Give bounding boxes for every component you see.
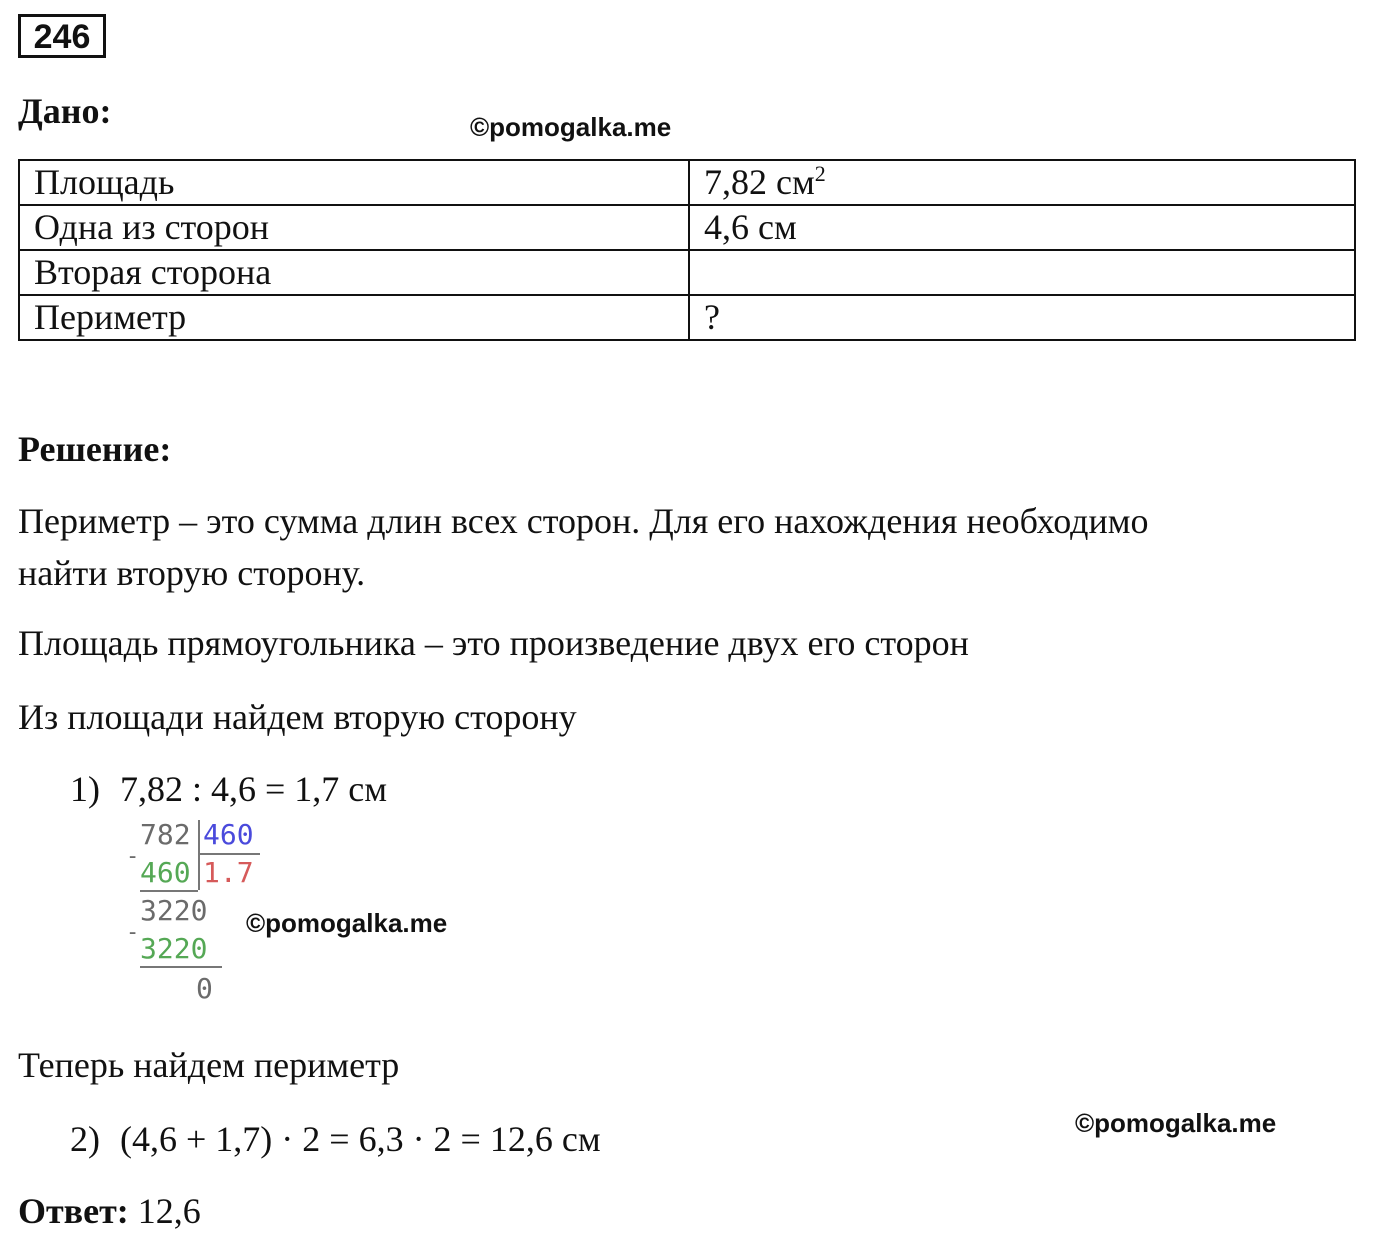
area-unit-exponent: 2: [814, 161, 826, 186]
quotient: 1.7: [203, 856, 254, 889]
area-value: 7,82 см: [704, 162, 815, 202]
step-1-expression: 7,82 : 4,6 = 1,7 см: [120, 769, 388, 809]
division-vertical-line: [198, 820, 200, 890]
minus-sign-2: -: [126, 920, 140, 945]
watermark-middle: ©pomogalka.me: [246, 908, 448, 938]
step-1-index: 1): [70, 769, 100, 809]
divisor: 460: [203, 818, 254, 851]
given-table: [18, 159, 1356, 341]
table-cell-label: Одна из сторон: [19, 205, 689, 250]
table-cell-value: 4,6 см: [689, 205, 1355, 250]
given-heading: Дано:: [18, 91, 112, 131]
paragraph-4: Теперь найдем периметр: [18, 1045, 400, 1085]
step-2-index: 2): [70, 1119, 100, 1159]
watermark-top: ©pomogalka.me: [470, 112, 672, 142]
problem-number: 246: [18, 14, 106, 58]
answer: [18, 1190, 201, 1232]
table-row: [19, 205, 1355, 250]
table-cell-label: Площадь: [19, 160, 689, 205]
remainder-1: 3220: [140, 894, 208, 927]
dividend: 782: [140, 818, 191, 851]
table-cell-value: ?: [689, 295, 1355, 340]
answer-value: 12,6: [137, 1191, 201, 1231]
step-2-expression: (4,6 + 1,7) · 2 = 6,3 · 2 = 12,6 см: [120, 1119, 601, 1159]
paragraph-1-line-2: найти вторую сторону.: [18, 553, 366, 593]
subtrahend-2: 3220: [140, 932, 208, 965]
table-cell-label: Вторая сторона: [19, 250, 689, 295]
underline-2: [140, 966, 222, 968]
table-row: [19, 295, 1355, 340]
answer-label: Ответ:: [18, 1191, 129, 1231]
table-row: [19, 160, 1355, 205]
paragraph-3: Из площади найдем вторую сторону: [18, 697, 577, 737]
table-row: [19, 250, 1355, 295]
table-cell-value: [689, 250, 1355, 295]
paragraph-1-line-1: Периметр – это сумма длин всех сторон. Для его нахождения необходимо: [18, 501, 1149, 541]
table-cell-value: [689, 160, 1355, 205]
minus-sign-1: -: [126, 844, 140, 869]
table-cell-label: Периметр: [19, 295, 689, 340]
final-remainder: 0: [196, 972, 213, 1005]
solution-heading: Решение:: [18, 429, 172, 469]
paragraph-2: Площадь прямоугольника – это произведение двух его сторон: [18, 623, 969, 663]
watermark-bottom: ©pomogalka.me: [1075, 1108, 1277, 1138]
subtrahend-1: 460: [140, 856, 191, 889]
